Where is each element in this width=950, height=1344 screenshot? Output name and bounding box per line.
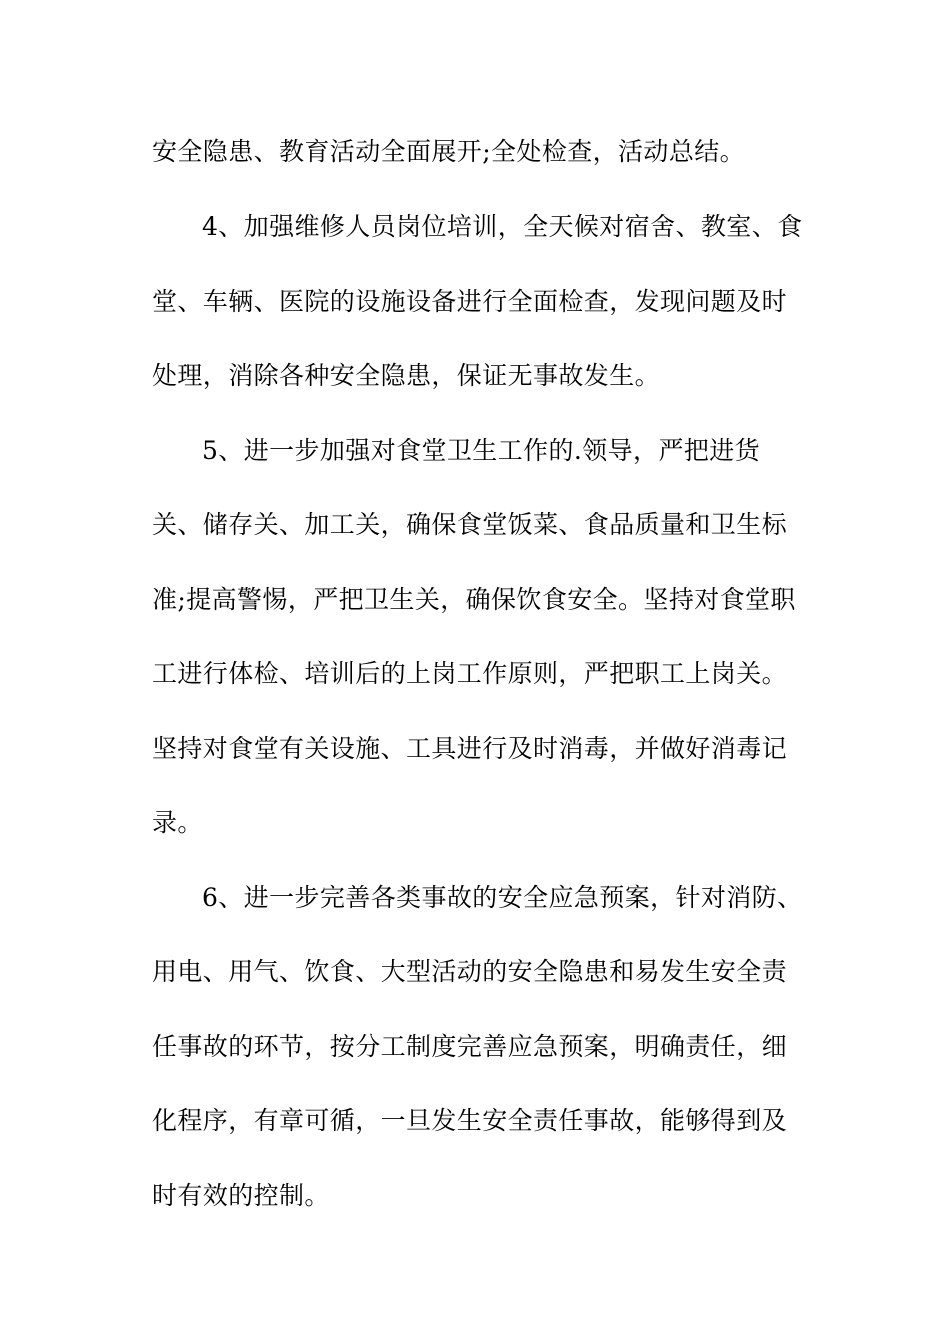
text-line: 录。 <box>152 808 203 837</box>
text-line: 准;提高警惕，严把卫生关，确保饮食安全。坚持对食堂职 <box>152 585 796 614</box>
paragraph-6-start: 6、进一步完善各类事故的安全应急预案，针对消防、 <box>202 883 803 912</box>
text-line: 用电、用气、饮食、大型活动的安全隐患和易发生安全责 <box>152 957 788 986</box>
text-line: 化程序，有章可循，一旦发生安全责任事故，能够得到及 <box>152 1106 788 1135</box>
paragraph-4-start: 4、加强维修人员岗位培训，全天候对宿舍、教室、食 <box>202 212 803 241</box>
text-line: 任事故的环节，按分工制度完善应急预案，明确责任，细 <box>152 1032 788 1061</box>
text-line: 堂、车辆、医院的设施设备进行全面检查，发现问题及时 <box>152 287 788 316</box>
text-line: 坚持对食堂有关设施、工具进行及时消毒，并做好消毒记 <box>152 734 788 763</box>
text-line: 工进行体检、培训后的上岗工作原则，严把职工上岗关。 <box>152 659 788 688</box>
paragraph-5-start: 5、进一步加强对食堂卫生工作的.领导，严把进货 <box>202 436 761 465</box>
text-line: 关、储存关、加工关，确保食堂饭菜、食品质量和卫生标 <box>152 510 788 539</box>
text-line: 安全隐患、教育活动全面展开;全处检查，活动总结。 <box>152 137 746 166</box>
text-line: 时有效的控制。 <box>152 1181 330 1210</box>
text-line: 处理，消除各种安全隐患，保证无事故发生。 <box>152 361 661 390</box>
